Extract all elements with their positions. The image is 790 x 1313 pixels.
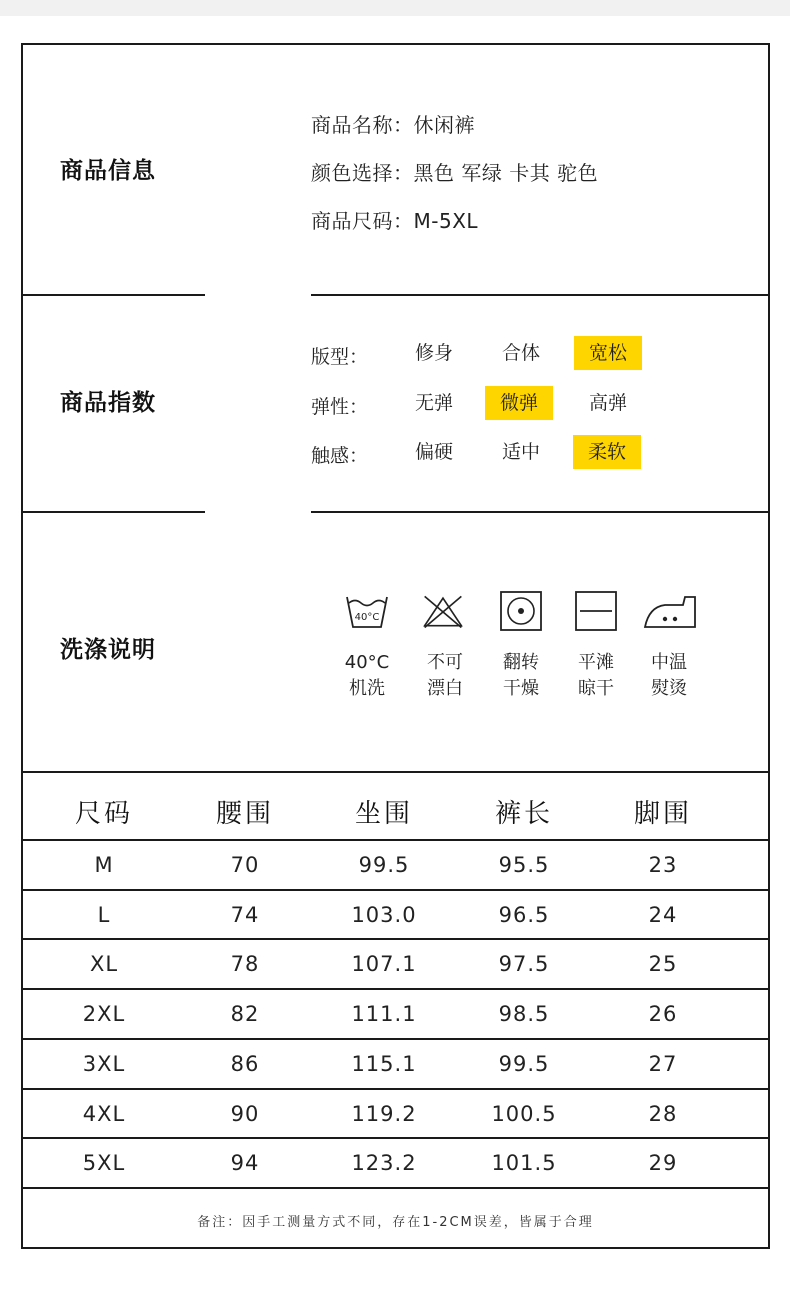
table-cell: 23 — [648, 853, 678, 877]
table-cell: 98.5 — [498, 1002, 550, 1027]
table-row-border — [23, 1137, 768, 1139]
stretch-label: 弹性： — [311, 396, 369, 418]
divider-right — [311, 511, 768, 513]
bleach-label: 不可 漂白 — [427, 652, 463, 699]
table-row-border — [23, 1088, 768, 1090]
no-bleach-icon — [421, 591, 465, 631]
header-waist: 腰围 — [215, 799, 274, 829]
fit-label: 版型： — [311, 346, 369, 368]
fit-option-loose-selected: 宽松 — [574, 336, 642, 370]
touch-option-firm: 偏硬 — [414, 441, 453, 463]
divider-right — [311, 294, 768, 296]
header-hip: 坐围 — [354, 799, 413, 829]
measurement-note: 备注：因手工测量方式不同，存在1-2CM误差，皆属于合理 — [197, 1215, 594, 1230]
table-cell: 86 — [230, 1051, 260, 1076]
stretch-option-slight-selected: 微弹 — [485, 386, 553, 420]
top-band — [0, 0, 790, 16]
fit-option-regular: 合体 — [501, 342, 540, 364]
table-cell: 123.2 — [351, 1151, 417, 1176]
product-index-title: 商品指数 — [60, 390, 156, 416]
header-row-border — [23, 839, 768, 841]
table-cell: 82 — [230, 1002, 260, 1027]
table-row-border — [23, 1038, 768, 1040]
divider-left — [23, 294, 205, 296]
table-cell: 96.5 — [498, 902, 550, 927]
tumble-dry-icon — [499, 591, 543, 631]
table-cell: 111.1 — [351, 1002, 417, 1027]
table-cell: 90 — [230, 1101, 260, 1126]
table-cell: 24 — [648, 902, 678, 927]
color-options-line: 颜色选择：黑色 军绿 卡其 驼色 — [311, 161, 599, 185]
table-cell: 28 — [648, 1101, 678, 1126]
flat-dry-label: 平滩 晾干 — [578, 652, 614, 699]
table-cell: 115.1 — [351, 1051, 417, 1076]
table-cell: 74 — [230, 902, 260, 927]
stretch-option-high: 高弹 — [588, 392, 627, 414]
table-cell: 25 — [648, 952, 678, 977]
table-cell: 26 — [648, 1002, 678, 1027]
table-top-border — [23, 771, 768, 773]
table-row-border — [23, 938, 768, 940]
table-cell: L — [97, 902, 111, 927]
table-cell: 100.5 — [491, 1101, 557, 1126]
divider-left — [23, 511, 205, 513]
table-row-border — [23, 889, 768, 891]
wash-label: 40°C 机洗 — [344, 652, 390, 699]
table-cell: 70 — [230, 853, 260, 877]
wash-40-icon — [345, 591, 389, 631]
table-cell: 27 — [648, 1051, 678, 1076]
dry-flat-icon — [574, 591, 618, 631]
table-cell: 107.1 — [351, 952, 417, 977]
table-cell: M — [94, 853, 114, 877]
table-cell: 101.5 — [491, 1151, 557, 1176]
table-cell: 119.2 — [351, 1101, 417, 1126]
table-row-border — [23, 1187, 768, 1189]
fit-option-slim: 修身 — [414, 342, 453, 364]
iron-label: 中温 熨烫 — [651, 652, 687, 699]
product-info-title: 商品信息 — [60, 158, 156, 184]
table-cell: 4XL — [82, 1101, 126, 1126]
table-cell: XL — [89, 952, 119, 977]
touch-option-soft-selected: 柔软 — [573, 435, 641, 469]
table-cell: 29 — [648, 1151, 678, 1176]
washing-title: 洗涤说明 — [60, 637, 156, 663]
table-cell: 97.5 — [498, 952, 550, 977]
table-cell: 3XL — [82, 1051, 126, 1076]
product-name-line: 商品名称：休闲裤 — [311, 113, 475, 137]
stretch-option-none: 无弹 — [414, 392, 453, 414]
product-detail-card — [21, 43, 770, 1249]
table-cell: 95.5 — [498, 853, 550, 877]
wash-temp-text: 40°C — [354, 612, 380, 623]
touch-label: 触感： — [311, 445, 369, 467]
table-cell: 103.0 — [351, 902, 417, 927]
touch-option-medium: 适中 — [501, 441, 540, 463]
table-cell: 94 — [230, 1151, 260, 1176]
size-range-line: 商品尺码：M-5XL — [311, 209, 479, 233]
table-cell: 2XL — [82, 1002, 126, 1027]
header-hem: 脚围 — [633, 799, 692, 829]
iron-medium-icon — [643, 591, 697, 631]
table-cell: 5XL — [82, 1151, 126, 1176]
table-cell: 78 — [230, 952, 260, 977]
table-row-border — [23, 988, 768, 990]
table-cell: 99.5 — [498, 1051, 550, 1076]
header-length: 裤长 — [494, 799, 553, 829]
header-size: 尺码 — [74, 799, 133, 829]
table-cell: 99.5 — [358, 853, 410, 877]
dry-label: 翻转 干燥 — [503, 652, 539, 699]
